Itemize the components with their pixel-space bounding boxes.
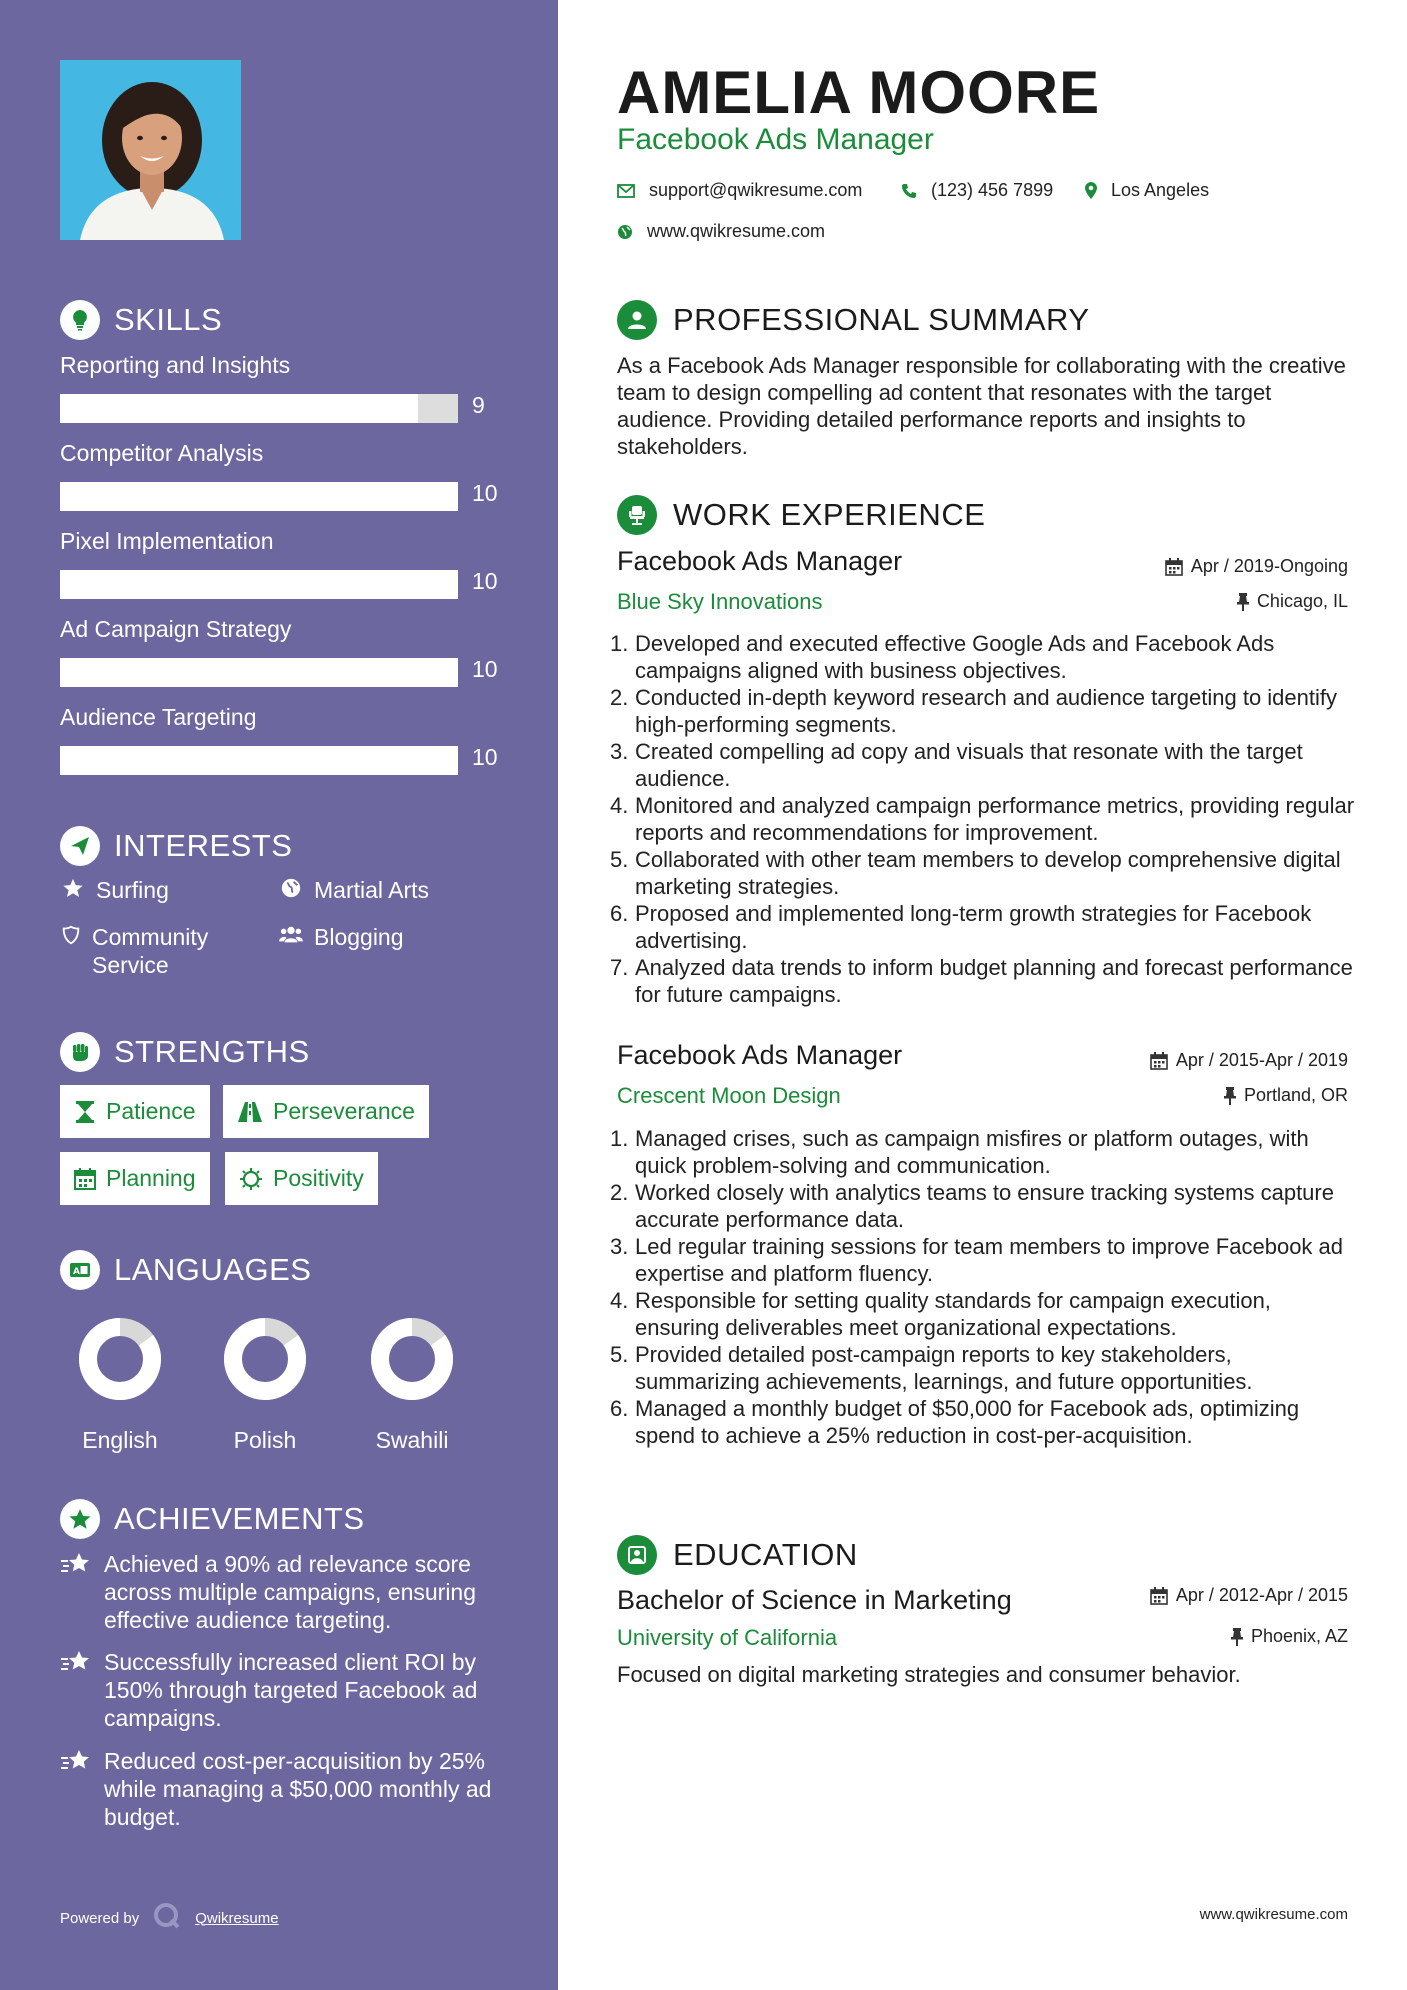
job-dates-text: Apr / 2019-Ongoing xyxy=(1190,556,1348,576)
interest-item xyxy=(278,923,404,951)
language-donut xyxy=(222,1316,308,1402)
languages-heading xyxy=(60,1250,311,1290)
skill-bar xyxy=(60,482,458,511)
candidate-title: Facebook Ads Manager xyxy=(617,123,934,156)
job-location-text: Portland, OR xyxy=(1243,1085,1348,1105)
location-text: Los Angeles xyxy=(1111,180,1210,200)
phone-text: (123) 456 7899 xyxy=(931,180,1054,200)
skill-bar-fill xyxy=(60,394,418,423)
user-icon xyxy=(617,300,657,340)
experience-title: WORK EXPERIENCE xyxy=(673,497,986,532)
globe-icon xyxy=(617,224,633,240)
job-dates xyxy=(1165,556,1348,577)
interest-label: Surfing xyxy=(96,877,169,903)
pushpin-icon xyxy=(1231,1628,1243,1646)
duty-item: Managed crises, such as campaign misfires or platform outages, with quick problem-solving and communication. xyxy=(635,1126,1309,1178)
skill-value: 10 xyxy=(472,568,498,594)
road-icon xyxy=(237,1101,263,1123)
education-dates-text: Apr / 2012-Apr / 2015 xyxy=(1175,1585,1348,1605)
skills-title: SKILLS xyxy=(114,302,223,337)
duty-item: Conducted in-depth keyword research and audience targeting to identify high-performing segments. xyxy=(635,685,1338,737)
strengths-title: STRENGTHS xyxy=(114,1034,310,1069)
summary-text: As a Facebook Ads Manager responsible for collaborating with the creative team to design compelling ad content that resonates with the target audience. Providing detailed performance reports and insights to stakeholders. xyxy=(617,353,1346,459)
achievement-text: Successfully increased client ROI by 150% through targeted Facebook ad campaigns. xyxy=(104,1649,478,1731)
education-location-text: Phoenix, AZ xyxy=(1250,1626,1348,1646)
lightbulb-icon xyxy=(60,300,100,340)
duty-item: Responsible for setting quality standards for campaign execution, ensuring deliverables meet organizational expectations. xyxy=(635,1288,1271,1340)
strength-badge xyxy=(60,1085,210,1138)
education-title: EDUCATION xyxy=(673,1537,858,1572)
language-name: Polish xyxy=(233,1427,297,1453)
globe-icon xyxy=(278,876,304,899)
qwikresume-link[interactable]: Qwikresume xyxy=(195,1909,279,1927)
skills-heading xyxy=(60,300,222,340)
pushpin-icon xyxy=(1237,593,1249,611)
envelope-icon xyxy=(617,184,635,198)
shield-icon xyxy=(60,923,82,946)
language-donut xyxy=(77,1316,163,1402)
skill-name: Pixel Implementation xyxy=(60,528,274,554)
trophy-star-icon xyxy=(60,1648,92,1681)
skill-bar xyxy=(60,394,458,423)
skill-item xyxy=(60,616,530,682)
trophy-star-icon xyxy=(60,1747,92,1780)
language-item xyxy=(55,1316,185,1454)
skill-value: 10 xyxy=(472,656,498,682)
svg-text:A: A xyxy=(73,1267,81,1277)
job-dates-text: Apr / 2015-Apr / 2019 xyxy=(1175,1050,1348,1070)
duty-item: Created compelling ad copy and visuals that resonate with the target audience. xyxy=(635,739,1303,791)
calendar-icon xyxy=(1165,558,1183,576)
interest-label: Blogging xyxy=(314,924,404,950)
achievement-item xyxy=(60,1747,520,1831)
language-item xyxy=(200,1316,330,1454)
fist-icon xyxy=(60,1032,100,1072)
contact-phone xyxy=(901,180,1053,201)
calendar-icon xyxy=(1150,1052,1168,1070)
email-text: support@qwikresume.com xyxy=(649,180,863,200)
contact-location xyxy=(1085,180,1209,201)
experience-heading xyxy=(617,495,985,535)
duty-item: Worked closely with analytics teams to ensure tracking systems capture accurate performance data. xyxy=(635,1180,1334,1232)
skill-bar-fill xyxy=(60,658,458,687)
sun-icon xyxy=(239,1167,263,1191)
job-company: Crescent Moon Design xyxy=(617,1083,841,1108)
education-degree: Bachelor of Science in Marketing xyxy=(617,1585,1012,1615)
achievements-heading xyxy=(60,1499,365,1539)
achievement-item xyxy=(60,1550,520,1634)
interest-label: Community Service xyxy=(92,924,209,978)
phone-icon xyxy=(901,183,917,199)
strength-label: Planning xyxy=(106,1165,196,1191)
map-pin-icon xyxy=(1085,182,1097,199)
strength-badge xyxy=(225,1152,378,1205)
strength-label: Positivity xyxy=(273,1165,364,1191)
job-dates xyxy=(1150,1050,1348,1071)
sidebar xyxy=(0,0,558,1990)
skill-value: 10 xyxy=(472,744,498,770)
duty-item: Monitored and analyzed campaign performance metrics, providing regular reports and recommendations for improvement. xyxy=(635,793,1355,845)
qwikresume-logo-icon xyxy=(153,1902,181,1934)
skill-item xyxy=(60,440,530,506)
contact-website xyxy=(617,221,825,242)
interest-item xyxy=(60,876,169,904)
job-duties xyxy=(610,1125,1355,1449)
graduate-icon xyxy=(617,1535,657,1575)
translate-icon xyxy=(60,1250,100,1290)
skill-bar xyxy=(60,658,458,687)
powered-by xyxy=(60,1902,279,1934)
skill-name: Audience Targeting xyxy=(60,704,257,730)
job-company: Blue Sky Innovations xyxy=(617,589,823,614)
website-link[interactable]: www.qwikresume.com xyxy=(647,221,826,241)
job-duties xyxy=(610,630,1355,1008)
interests-title: INTERESTS xyxy=(114,828,293,863)
duty-item: Proposed and implemented long-term growth strategies for Facebook advertising. xyxy=(635,901,1312,953)
language-name: Swahili xyxy=(375,1427,449,1453)
skill-bar-fill xyxy=(60,482,458,511)
interests-heading xyxy=(60,826,292,866)
job-location-text: Chicago, IL xyxy=(1256,591,1348,611)
education-school: University of California xyxy=(617,1625,838,1650)
job-role: Facebook Ads Manager xyxy=(617,1040,903,1070)
powered-by-label: Powered by xyxy=(60,1909,140,1927)
duty-item: Analyzed data trends to inform budget planning and forecast performance for future campaigns. xyxy=(635,955,1353,1007)
skill-bar-fill xyxy=(60,746,458,775)
strength-label: Perseverance xyxy=(273,1098,415,1124)
skill-value: 9 xyxy=(472,392,485,418)
summary-heading xyxy=(617,300,1090,340)
skill-bar xyxy=(60,746,458,775)
footer-website-link[interactable]: www.qwikresume.com xyxy=(1199,1906,1348,1923)
skill-item xyxy=(60,528,530,594)
hourglass-icon xyxy=(74,1100,96,1124)
skill-item xyxy=(60,704,530,770)
languages-title: LANGUAGES xyxy=(114,1252,312,1287)
users-icon xyxy=(278,923,304,946)
summary-title: PROFESSIONAL SUMMARY xyxy=(673,302,1090,337)
achievement-item xyxy=(60,1648,520,1732)
duty-item: Developed and executed effective Google Ads and Facebook Ads campaigns aligned with business objectives. xyxy=(635,631,1275,683)
interest-item xyxy=(60,923,250,979)
skill-value: 10 xyxy=(472,480,498,506)
interest-item xyxy=(278,876,429,904)
language-donut xyxy=(369,1316,455,1402)
profile-photo xyxy=(60,60,241,240)
star-icon xyxy=(60,876,86,899)
education-description: Focused on digital marketing strategies and consumer behavior. xyxy=(617,1662,1241,1687)
education-dates xyxy=(1150,1585,1348,1606)
skill-name: Ad Campaign Strategy xyxy=(60,616,292,642)
job-role: Facebook Ads Manager xyxy=(617,546,903,576)
skill-item xyxy=(60,352,530,418)
strength-label: Patience xyxy=(106,1098,196,1124)
skill-bar xyxy=(60,570,458,599)
achievements-title: ACHIEVEMENTS xyxy=(114,1501,365,1536)
achievement-text: Achieved a 90% ad relevance score across multiple campaigns, ensuring effective audience targeting. xyxy=(104,1551,477,1633)
duty-item: Collaborated with other team members to develop comprehensive digital marketing strategies. xyxy=(635,847,1341,899)
interest-label: Martial Arts xyxy=(314,877,430,903)
calendar-icon xyxy=(1150,1587,1168,1605)
star-badge-icon xyxy=(60,1499,100,1539)
calendar-icon xyxy=(74,1168,96,1190)
achievement-text: Reduced cost-per-acquisition by 25% while managing a $50,000 monthly ad budget. xyxy=(104,1748,492,1830)
strength-badge xyxy=(60,1152,210,1205)
contact-email xyxy=(617,180,862,201)
job-location xyxy=(1237,591,1348,612)
skill-bar-fill xyxy=(60,570,458,599)
duty-item: Led regular training sessions for team members to improve Facebook ad expertise and platform fluency. xyxy=(635,1234,1344,1286)
profile-photo-illustration xyxy=(60,60,241,240)
pushpin-icon xyxy=(1224,1087,1236,1105)
language-item xyxy=(347,1316,477,1454)
trophy-star-icon xyxy=(60,1550,92,1583)
candidate-name: AMELIA MOORE xyxy=(617,59,1101,126)
paper-plane-icon xyxy=(60,826,100,866)
strength-badge xyxy=(223,1085,429,1138)
strengths-heading xyxy=(60,1032,310,1072)
language-name: English xyxy=(82,1427,158,1453)
duty-item: Managed a monthly budget of $50,000 for Facebook ads, optimizing spend to achieve a 25% reduction in cost-per-acquisition. xyxy=(635,1396,1300,1448)
education-heading xyxy=(617,1535,858,1575)
duty-item: Provided detailed post-campaign reports to key stakeholders, summarizing achievements, learnings, and future opportunities. xyxy=(635,1342,1253,1394)
job-location xyxy=(1224,1085,1348,1106)
skill-name: Competitor Analysis xyxy=(60,440,264,466)
office-chair-icon xyxy=(617,495,657,535)
education-location xyxy=(1231,1626,1348,1647)
skill-name: Reporting and Insights xyxy=(60,352,291,378)
